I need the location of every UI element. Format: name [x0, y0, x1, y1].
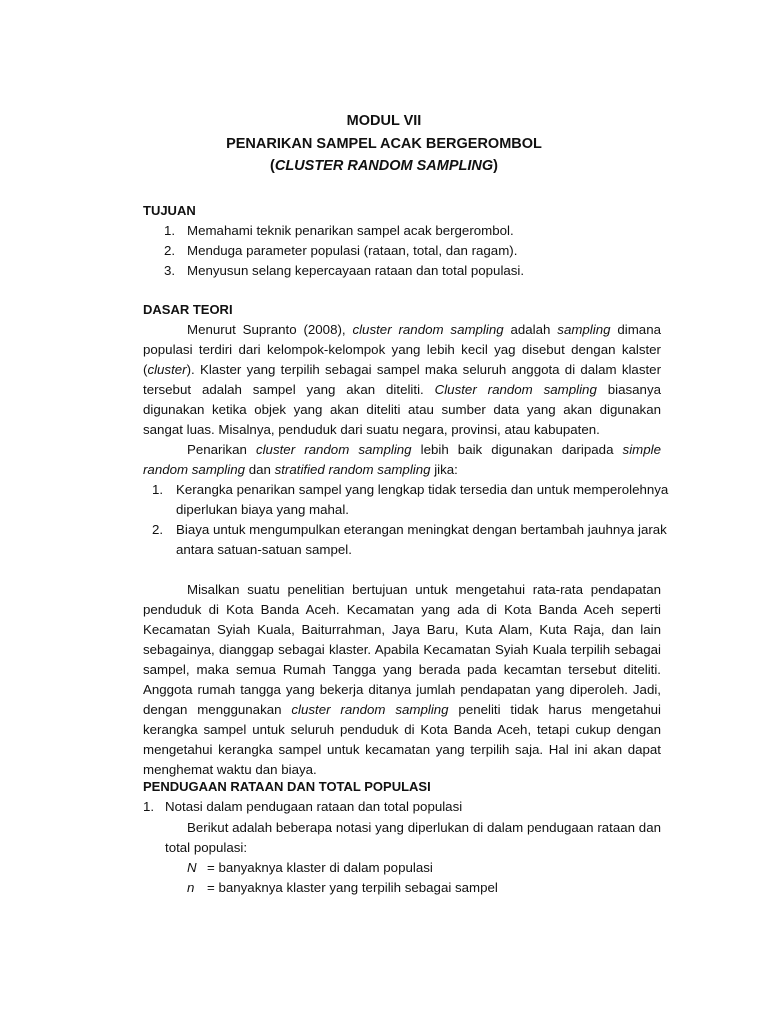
module-title: PENARIKAN SAMPEL ACAK BERGEROMBOL	[226, 136, 542, 152]
paragraph-definition: Menurut Supranto (2008), cluster random sampling adalah sampling dimana populasi terdiri dari kelompok-kelompok yang lebih kecil yag disebut dengan kalster (cluster). Klaster yang terpilih sebagai sampel maka seluruh anggota di dalam klaster tersebut adalah sampel yang akan diteliti. Cluster random sampling biasanya digunakan ketika objek yang akan diteliti atau sumber data yang akan digunakan sangat luas. Misalnya, penduduk dari suatu negara, provinsi, atau kabupaten.	[143, 322, 661, 437]
paragraph-usage: Penarikan cluster random sampling lebih baik digunakan daripada simple random sampling dan stratified random sampling jika:	[143, 442, 661, 477]
paragraph-notasi-intro: Berikut adalah beberapa notasi yang diperlukan di dalam pendugaan rataan dan total populasi:	[165, 820, 661, 855]
module-subtitle: (CLUSTER RANDOM SAMPLING)	[270, 158, 498, 174]
document-page: MODUL VII PENARIKAN SAMPEL ACAK BERGEROMBOL (CLUSTER RANDOM SAMPLING) TUJUAN 1. Memahami teknik penarikan sampel acak bergerombol. 2. Menduga parameter populasi (rataan, total, dan ragam). 3. Menyusun selang kepercayaan rataan dan total populasi. DASAR TEORI Menurut Supranto (2008), cluster random sampling adalah sampling dimana populasi terdiri dari kelompok-kelompok yang lebih kecil yag disebut dengan kalster (cluster). Klaster yang terpilih sebagai sampel maka seluruh anggota di dalam klaster tersebut adalah sampel yang akan diteliti. Cluster random sampling biasanya digunakan ketika objek yang akan diteliti atau sumber data yang akan digunakan sangat luas. Misalnya, penduduk dari suatu negara, provinsi, atau kabupaten. Penarikan cluster random sampling lebih baik digunakan daripada simple random sampling dan stratified random sampling jika: 1. Kerangka penarikan sampel yang lengkap tidak tersedia dan untuk memperolehnya diperlukan biaya yang mahal. 2. Biaya untuk mengumpulkan eterangan meningkat dengan bertambah jauhnya jarak antara satuan-satuan sampel. Misalkan suatu penelitian bertujuan untuk mengetahui rata-rata pendapatan penduduk di Kota Banda Aceh. Kecamatan yang ada di Kota Banda Aceh seperti Kecamatan Syiah Kuala, Baiturrahman, Jaya Baru, Kuta Alam, Kuta Raja, dan lain sebagainya, dianggap sebagai klaster. Apabila Kecamatan Syiah Kuala terpilih sebagai sampel, maka semua Rumah Tangga yang berada pada kecamtan tersebut diteliti. Anggota rumah tangga yang bekerja ditanya jumlah pendapatan yang diperoleh. Jadi, dengan menggunakan cluster random sampling peneliti tidak harus mengetahui kerangka sampel untuk seluruh penduduk di Kota Banda Aceh, tetapi cukup dengan mengetahui kerangka sampel untuk kecamatan yang terpilih saja. Hal ini akan dapat menghemat waktu dan biaya. PENDUGAAN RATAAN DAN TOTAL POPULASI 1. Notasi dalam pendugaan rataan dan total populasi Berikut adalah beberapa notasi yang diperlukan di dalam pendugaan rataan dan total populasi: N = banyaknya klaster di dalam populasi n = banyaknya klaster yang terpilih sebagai sampel	[0, 0, 768, 1024]
module-number: MODUL VII	[346, 113, 422, 129]
tujuan-heading: TUJUAN	[143, 203, 196, 218]
dasar-teori-heading: DASAR TEORI	[143, 302, 233, 317]
paragraph-example: Misalkan suatu penelitian bertujuan untuk mengetahui rata-rata pendapatan penduduk di Kota Banda Aceh. Kecamatan yang ada di Kota Banda Aceh seperti Kecamatan Syiah Kuala, Baiturrahman, Jaya Baru, Kuta Alam, Kuta Raja, dan lain sebagainya, dianggap sebagai klaster. Apabila Kecamatan Syiah Kuala terpilih sebagai sampel, maka semua Rumah Tangga yang berada pada kecamtan tersebut diteliti. Anggota rumah tangga yang bekerja ditanya jumlah pendapatan yang diperoleh. Jadi, dengan menggunakan cluster random sampling peneliti tidak harus mengetahui kerangka sampel untuk seluruh penduduk di Kota Banda Aceh, tetapi cukup dengan mengetahui kerangka sampel untuk kecamatan yang terpilih saja. Hal ini akan dapat menghemat waktu dan biaya.	[143, 582, 661, 777]
pendugaan-heading: PENDUGAAN RATAAN DAN TOTAL POPULASI	[143, 779, 431, 794]
list-item-continuation: antara satuan-satuan sampel.	[176, 542, 352, 557]
list-item-continuation: diperlukan biaya yang mahal.	[176, 502, 349, 517]
